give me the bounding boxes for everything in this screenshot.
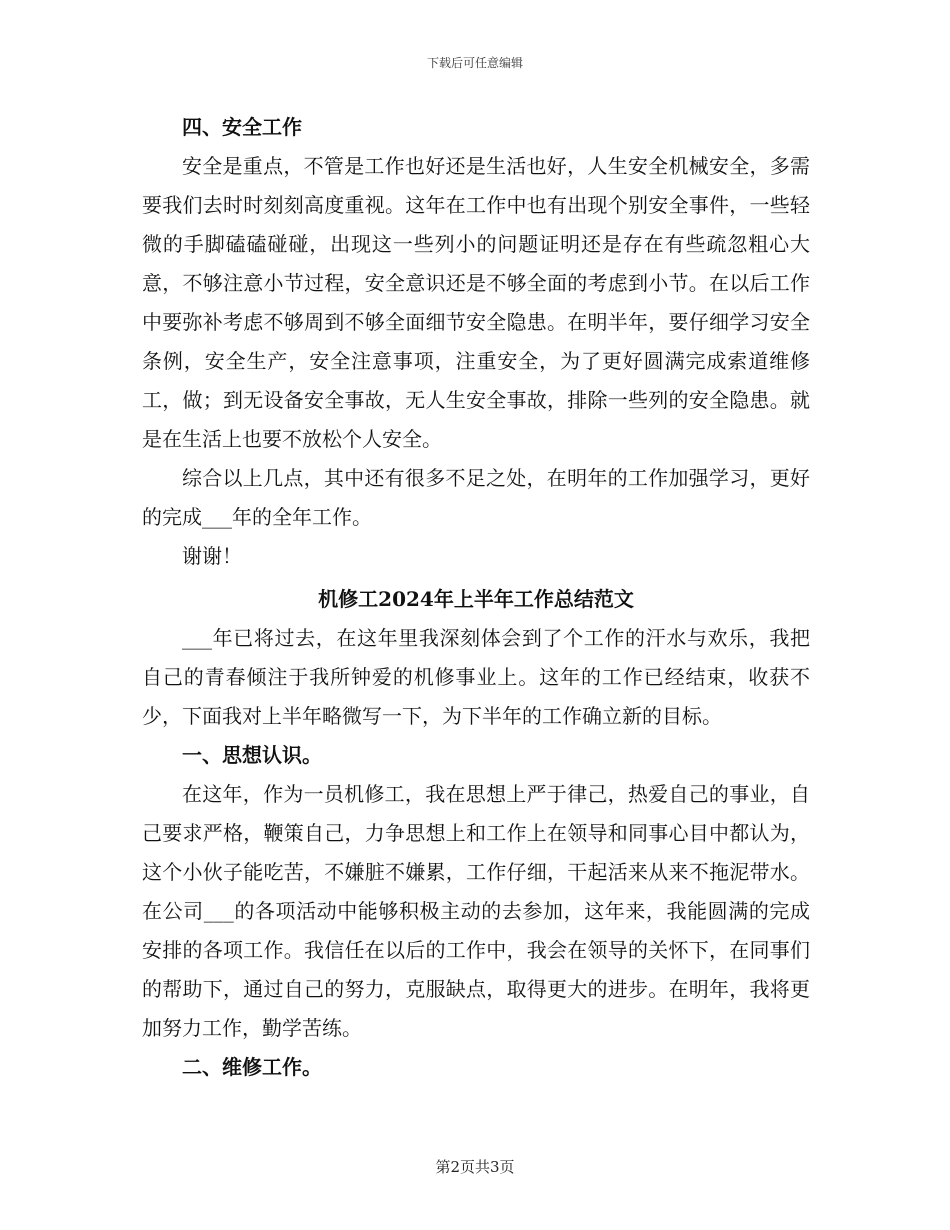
document-body [142,108,810,1087]
safety-paragraph: 安全是重点，不管是工作也好还是生活也好，人生安全机械安全，多需要我们去时时刻刻高度重视。这年在工作中也有出现个别安全事件，一些轻微的手脚磕磕碰碰，出现这一些列小的问题证明还是存在有些疏忽粗心大意，不够注意小节过程，安全意识还是不够全面的考虑到小节。在以后工作中要弥补考虑不够周到不够全面细节安全隐患。在明半年，要仔细学习安全条例，安全生产，安全注意事项，注重安全，为了更好圆满完成索道维修工，做；到无设备安全事故，无人生安全事故，排除一些列的安全隐患。就是在生活上也要不放松个人安全。 [142,154,810,451]
repair-heading: 二、维修工作。 [182,1055,322,1079]
document-title: 机修工2024年上半年工作总结范文 [318,587,634,611]
intro-paragraph: ___年已将过去，在这年里我深刻体会到了个工作的汗水与欢乐，我把自己的青春倾注于我所钟爱的机修事业上。这年的工作已经结束，收获不少，下面我对上半年略微写一下，为下半年的工作确立新的目标。 [142,626,810,728]
thanks-text: 谢谢！ [182,544,242,568]
thought-paragraph: 在这年，作为一员机修工，我在思想上严于律己，热爱自己的事业，自己要求严格，鞭策自己，力争思想上和工作上在领导和同事心目中都认为，这个小伙子能吃苦，不嫌脏不嫌累，工作仔细，干起活来从来不拖泥带水。在公司___的各项活动中能够积极主动的去参加，这年来，我能圆满的完成安排的各项工作。我信任在以后的工作中，我会在领导的关怀下，在同事们的帮助下，通过自己的努力，克服缺点，取得更大的进步。在明年，我将更加努力工作，勤学苦练。 [142,782,810,1040]
page-footer: 第2页共3页 [435,1158,515,1176]
thought-heading: 一、思想认识。 [182,743,322,767]
safety-heading: 四、安全工作 [182,115,302,139]
summary-paragraph: 综合以上几点，其中还有很多不足之处，在明年的工作加强学习，更好的完成___年的全年工作。 [142,466,810,529]
page-header: 下载后可任意编辑 [426,56,523,70]
